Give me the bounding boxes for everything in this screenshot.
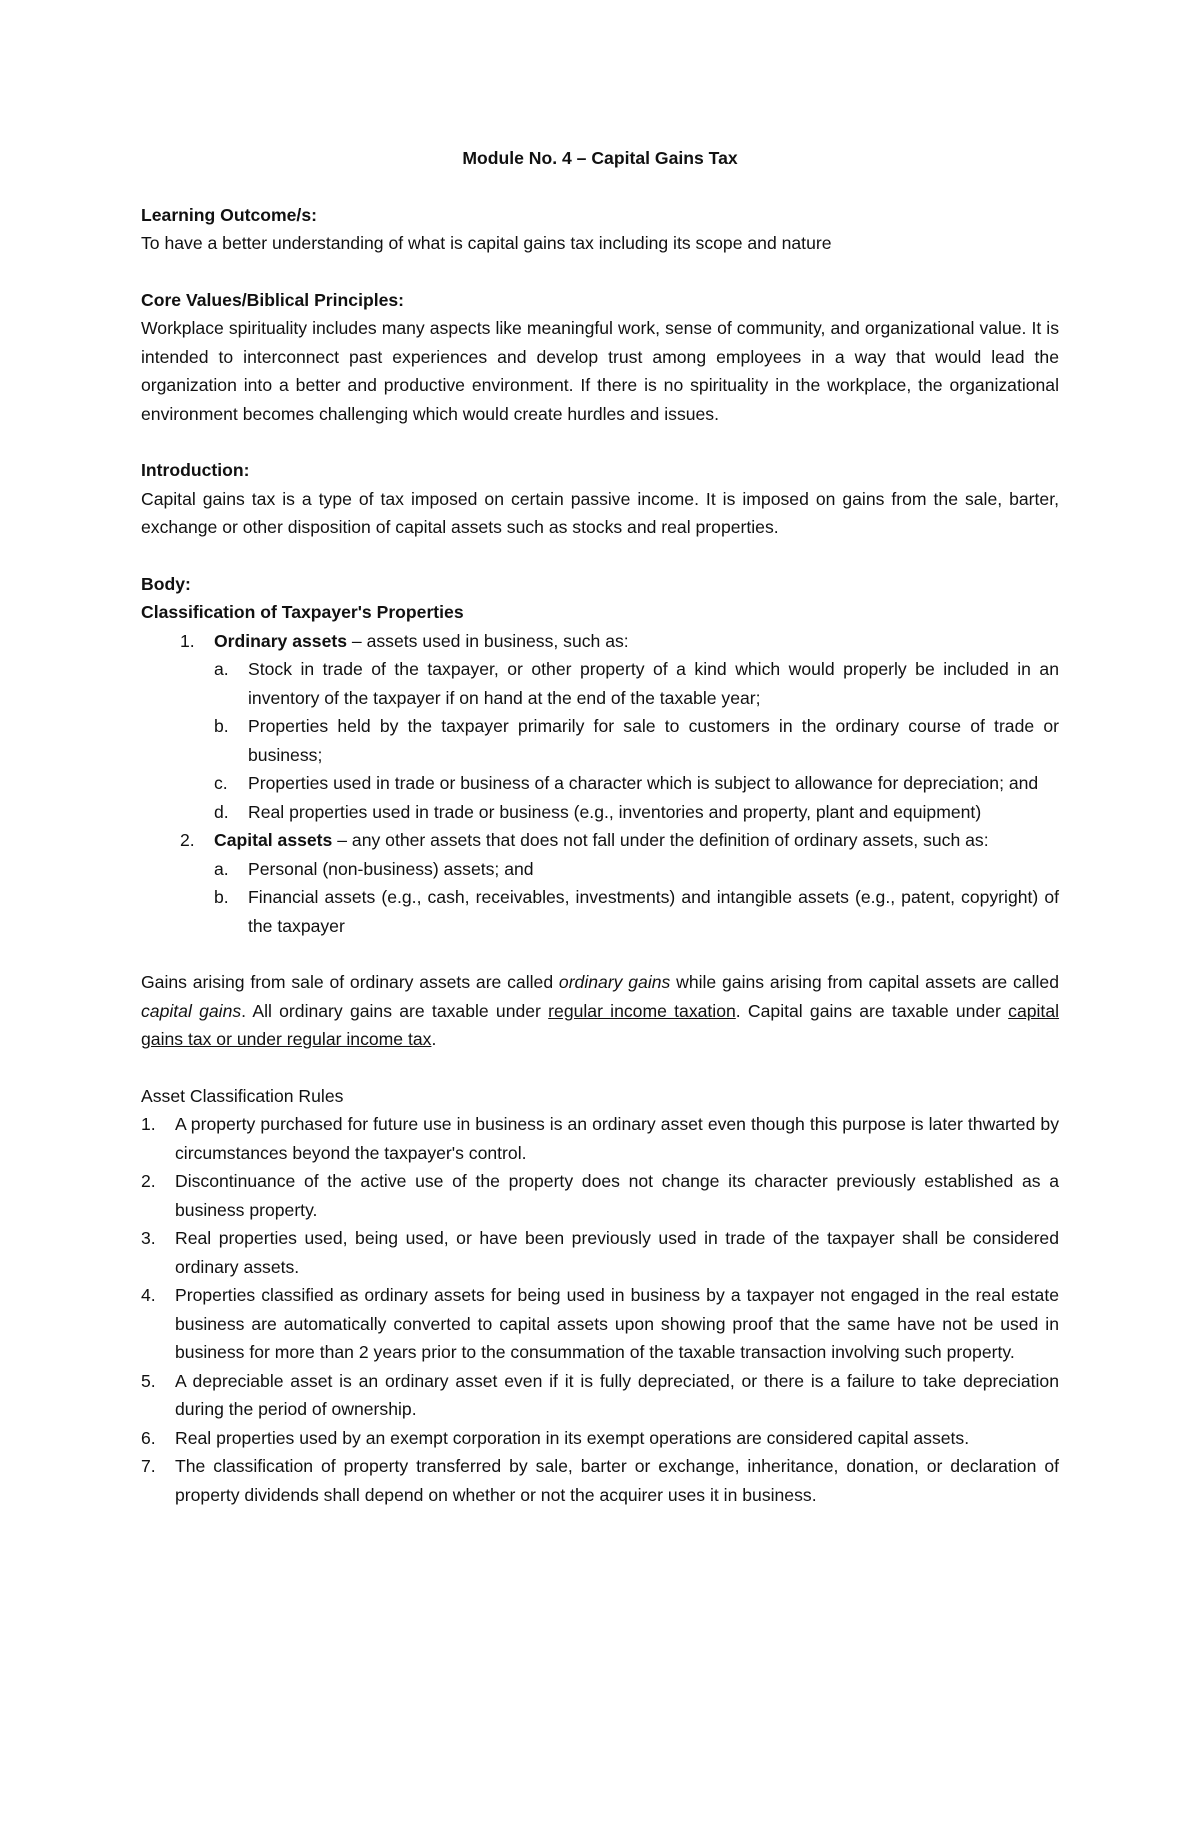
capital-gains-term: capital gains	[141, 1000, 242, 1021]
list-item: d. Real properties used in trade or business (e.g., inventories and property, plant and equipment)	[214, 801, 982, 822]
ordinary-assets-term: Ordinary assets	[214, 630, 348, 651]
list-item: 4. Properties classified as ordinary assets for being used in business by a taxpayer not engaged in the real estate business are automatically converted to capital assets upon showing proof that the same have not be used in business for more than 2 years prior to the consummation of the taxable transaction involving such property.	[141, 1285, 1059, 1362]
list-item: b. Financial assets (e.g., cash, receivables, investments) and intangible assets (e.g., patent, copyright) of the taxpayer	[214, 887, 1059, 936]
list-item: c. Properties used in trade or business of a character which is subject to allowance for depreciation; and	[214, 773, 1039, 793]
list-item: 3. Real properties used, being used, or have been previously used in trade of the taxpayer shall be considered ordinary assets.	[141, 1228, 1059, 1277]
page-title: Module No. 4 – Capital Gains Tax	[462, 148, 738, 168]
capital-assets-term: Capital assets	[214, 830, 333, 850]
rules-list	[141, 1110, 1059, 1509]
list-item: b. Properties held by the taxpayer primarily for sale to customers in the ordinary course of trade or business;	[214, 716, 1059, 765]
list-item: a. Stock in trade of the taxpayer, or other property of a kind which would properly be included in an inventory of the taxpayer if on hand at the end of the taxable year;	[214, 659, 1059, 708]
classification-heading: Classification of Taxpayer's Properties	[141, 602, 464, 622]
cgt-or-regular-phrase: capital gains tax or under regular income tax	[141, 1000, 1060, 1049]
list-item: 7. The classification of property transferred by sale, barter or exchange, inheritance, donation, or declaration of property dividends shall depend on whether or not the acquirer uses it in business.	[141, 1456, 1059, 1505]
regular-income-taxation-phrase: regular income taxation	[548, 1000, 736, 1021]
list-item: 6. Real properties used by an exempt corporation in its exempt operations are considered capital assets.	[141, 1427, 970, 1448]
capital-assets-sublist	[214, 855, 1059, 941]
learning-outcome-heading: Learning Outcome/s:	[141, 204, 317, 225]
learning-outcome-text: To have a better understanding of what is capital gains tax including its scope and nature	[141, 233, 832, 253]
core-values-heading: Core Values/Biblical Principles:	[141, 289, 405, 310]
introduction-heading: Introduction:	[141, 460, 250, 480]
core-values-text: Workplace spirituality includes many aspects like meaningful work, sense of community, and organizational value. It is intended to interconnect past experiences and develop trust among employees in a way that would lead the organization into a better and productive environment. If there is no spirituality in the workplace, the organizational environment becomes challenging which would create hurdles and issues.	[141, 318, 1059, 424]
list-item: a. Personal (non-business) assets; and	[214, 858, 534, 879]
introduction-text: Capital gains tax is a type of tax imposed on certain passive income. It is imposed on gains from the sale, barter, exchange or other disposition of capital assets such as stocks and real properties.	[141, 488, 1059, 537]
list-item: 2. Discontinuance of the active use of the property does not change its character previously established as a business property.	[141, 1171, 1059, 1220]
gains-paragraph: Gains arising from sale of ordinary assets are called ordinary gains while gains arising from capital assets are called capital gains. All ordinary gains are taxable under regular income taxation. Capital gains are taxable under capital gains tax or under regular income tax.	[141, 972, 1060, 1049]
ordinary-assets-sublist	[214, 655, 1059, 826]
list-item	[180, 627, 1059, 827]
capital-assets-description: – any other assets that does not fall under the definition of ordinary assets, such as:	[332, 830, 989, 850]
list-item	[180, 826, 1059, 940]
list-item: 1. A property purchased for future use in business is an ordinary asset even though this purpose is later thwarted by circumstances beyond the taxpayer's control.	[141, 1114, 1059, 1163]
body-heading: Body:	[141, 573, 191, 594]
classification-list	[141, 627, 1059, 941]
ordinary-assets-description: – assets used in business, such as:	[347, 630, 629, 651]
ordinary-gains-term: ordinary gains	[558, 972, 671, 992]
list-number: 2.	[180, 830, 195, 850]
rules-heading: Asset Classification Rules	[141, 1085, 344, 1106]
list-number: 1.	[180, 630, 195, 651]
list-item: 5. A depreciable asset is an ordinary asset even if it is fully depreciated, or there is a failure to take depreciation during the period of ownership.	[141, 1370, 1059, 1419]
